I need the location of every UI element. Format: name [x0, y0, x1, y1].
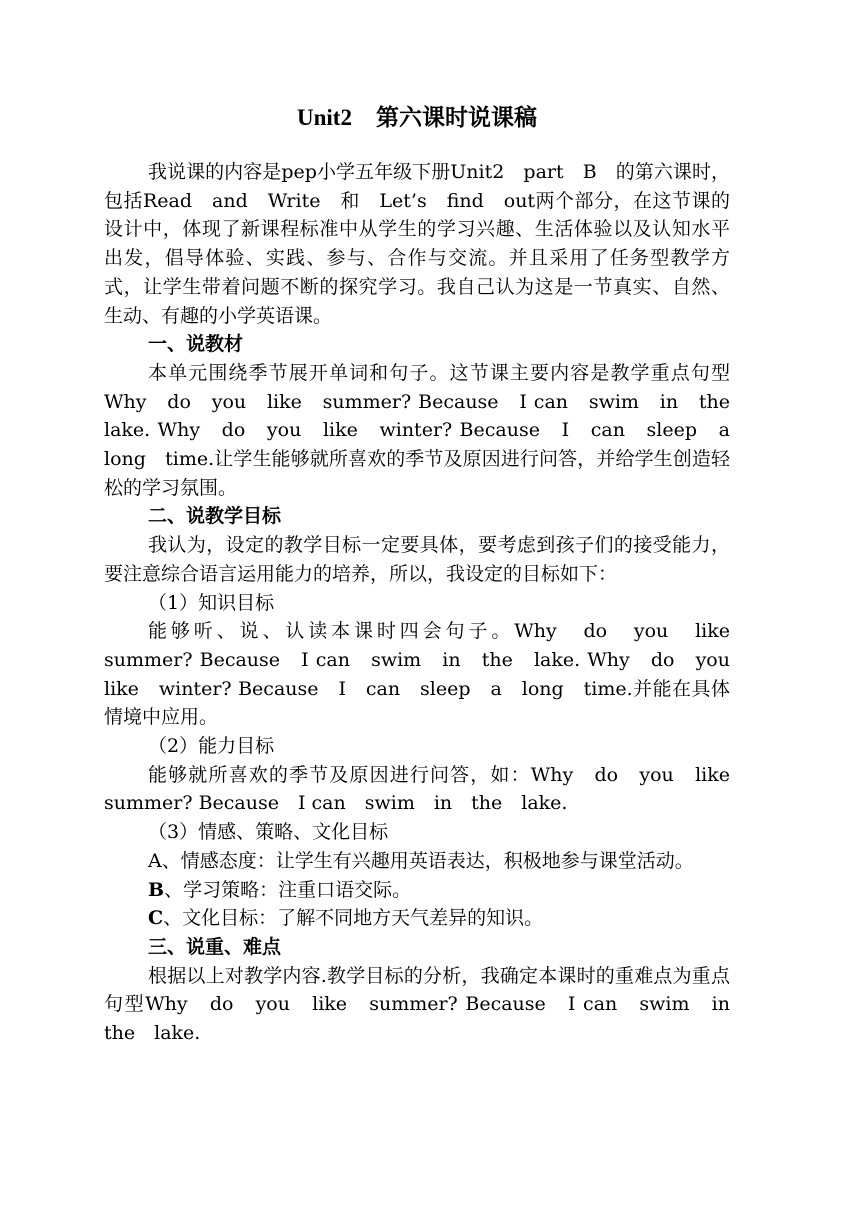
learning-strategy-item — [104, 876, 730, 905]
ability-objective-paragraph: 能够就所喜欢的季节及原因进行问答，如：Why do you like summer? Because I can swim in the lake. — [104, 763, 750, 815]
title-unit: Unit2 — [297, 105, 352, 130]
section-heading-objectives: 二、说教学目标 — [148, 505, 282, 528]
document-title — [104, 98, 730, 138]
textbook-paragraph: 本单元围绕季节展开单词和句子。这节课主要内容是教学重点句型Why do you like summer? Because I can swim in the lake. Why do you like winter? Because I can sleep a long time.让学生能够就所喜欢的季节及原因进行问答，并给学生创造轻松的学习氛围。 — [104, 361, 750, 499]
culture-objective-item — [104, 904, 730, 933]
item-letter-b: B — [148, 878, 165, 901]
ability-objective-label: （2）能力目标 — [148, 735, 275, 758]
objectives-intro-paragraph: 我认为，设定的教学目标一定要具体，要考虑到孩子们的接受能力，要注意综合语言运用能力的培养，所以，我设定的目标如下： — [104, 534, 730, 585]
document-page — [104, 98, 750, 1048]
section-heading-textbook: 一、说教材 — [148, 333, 244, 356]
culture-objective-text: 、文化目标：了解不同地方天气差异的知识。 — [163, 907, 544, 930]
knowledge-objective-label: （1）知识目标 — [148, 591, 275, 614]
emotion-strategy-culture-label: （3）情感、策略、文化目标 — [148, 821, 389, 844]
emotion-attitude-item: A、情感态度：让学生有兴趣用英语表达，积极地参与课堂活动。 — [148, 849, 694, 872]
knowledge-objective-paragraph: 能够听、说、认读本课时四会句子。Why do you like summer? Because I can swim in the lake. Why do you like winter? Because I can sleep a long time.并能在具体情境中应用。 — [104, 620, 750, 729]
intro-paragraph: 我说课的内容是pep小学五年级下册Unit2 part B 的第六课时，包括Read and Write 和 Let’s find out两个部分，在这节课的设计中，体现了新课程标准中从学生的学习兴趣、生活体验以及认知水平出发，倡导体验、实践、参与、合作与交流。并且采用了任务型教学方式，让学生带着问题不断的探究学习。我自己认为这是一节真实、自然、生动、有趣的小学英语课。 — [104, 161, 730, 327]
item-letter-c: C — [148, 907, 164, 930]
key-points-paragraph: 根据以上对教学内容.教学目标的分析，我确定本课时的重难点为重点句型Why do you like summer? Because I can swim in the lake. — [104, 964, 750, 1045]
title-text: 第六课时说课稿 — [375, 105, 537, 130]
section-heading-key-points: 三、说重、难点 — [148, 935, 282, 958]
document-body — [104, 158, 750, 1048]
learning-strategy-text: 、学习策略：注重口语交际。 — [164, 878, 412, 901]
